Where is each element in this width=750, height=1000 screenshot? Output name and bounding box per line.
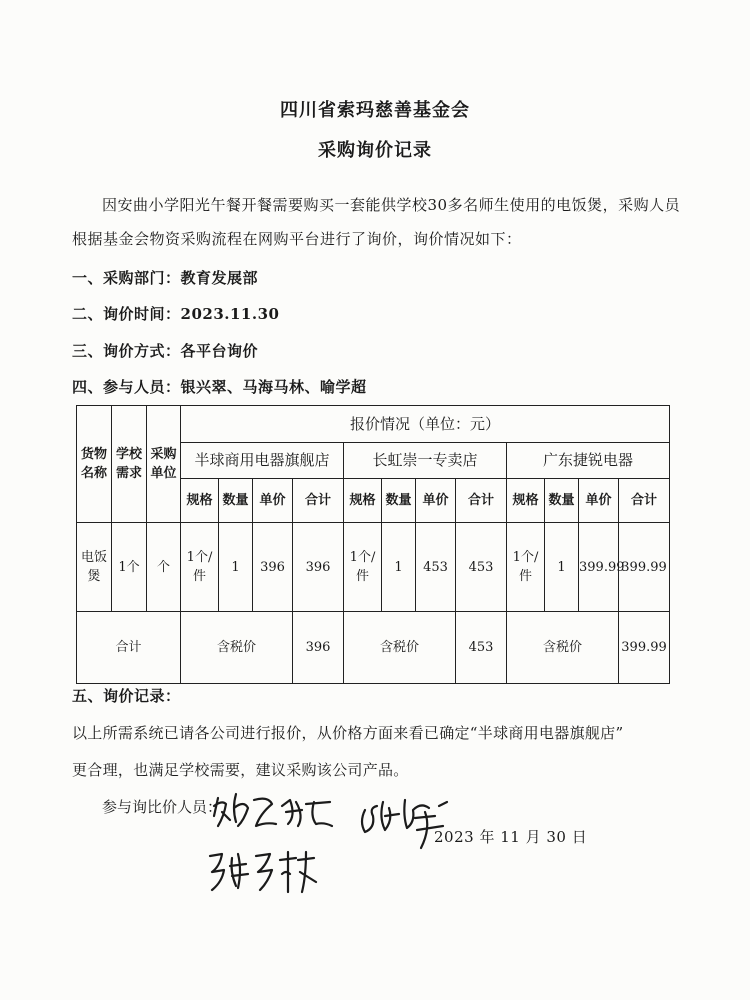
cell-unit: 个 — [147, 523, 181, 612]
tax-total: 453 — [456, 612, 507, 684]
document-title: 采购询价记录 — [318, 140, 432, 161]
sub-header-spec: 规格 — [344, 479, 382, 523]
item-value: 教育发展部 — [180, 269, 259, 287]
vendor-name: 半球商用电器旗舰店 — [181, 443, 344, 479]
sub-header-price: 单价 — [416, 479, 456, 523]
item-inquiry-time — [72, 303, 279, 324]
tax-label: 含税价 — [344, 612, 456, 684]
intro-paragraph: 因安曲小学阳光午餐开餐需要购买一套能供学校30多名师生使用的电饭煲，采购人员根据基金会物资采购流程在网购平台进行了询价，询价情况如下： — [72, 196, 681, 248]
item-value: 2023.11.30 — [180, 305, 280, 323]
cell-spec: 1个/件 — [344, 523, 382, 612]
sub-header-spec: 规格 — [507, 479, 545, 523]
cell-need: 1个 — [112, 523, 147, 612]
tax-total: 399.99 — [619, 612, 670, 684]
item-label: 一、采购部门： — [72, 269, 181, 287]
sub-header-qty: 数量 — [219, 479, 253, 523]
item-label: 三、询价方式： — [72, 342, 181, 360]
cell-qty: 1 — [382, 523, 416, 612]
quotation-table — [76, 405, 670, 684]
tax-total: 396 — [293, 612, 344, 684]
sub-header-price: 单价 — [253, 479, 293, 523]
sub-header-total: 合计 — [619, 479, 670, 523]
sub-header-qty: 数量 — [545, 479, 579, 523]
organization-title: 四川省索玛慈善基金会 — [280, 100, 470, 121]
signature-label: 参与询比价人员： — [102, 798, 223, 816]
cell-total: 396 — [293, 523, 344, 612]
total-label: 合计 — [77, 612, 181, 684]
record-line-2: 更合理，也满足学校需要，建议采购该公司产品。 — [72, 761, 409, 779]
sub-header-total: 合计 — [456, 479, 507, 523]
item-inquiry-method — [72, 340, 258, 361]
cell-goods: 电饭煲 — [77, 523, 112, 612]
vendor-name: 广东捷锐电器 — [507, 443, 670, 479]
cell-spec: 1个/件 — [507, 523, 545, 612]
vendor-name: 长虹崇一专卖店 — [344, 443, 507, 479]
quote-header: 报价情况（单位：元） — [181, 406, 670, 443]
item-participants — [72, 376, 367, 397]
cell-spec: 1个/件 — [181, 523, 219, 612]
sub-header-total: 合计 — [293, 479, 344, 523]
cell-qty: 1 — [545, 523, 579, 612]
signature-1 — [210, 786, 340, 836]
record-line-1: 以上所需系统已请各公司进行报价，从价格方面来看已确定“半球商用电器旗舰店” — [72, 724, 624, 742]
header-goods: 货物名称 — [77, 406, 112, 523]
cell-price: 453 — [416, 523, 456, 612]
tax-label: 含税价 — [507, 612, 619, 684]
cell-price: 396 — [253, 523, 293, 612]
cell-price: 399.99 — [579, 523, 619, 612]
total-row — [77, 612, 670, 684]
item-label: 二、询价时间： — [72, 305, 181, 323]
cell-total: 399.99 — [619, 523, 670, 612]
item-value: 银兴翠、马海马林、喻学超 — [180, 378, 367, 396]
header-need: 学校需求 — [112, 406, 147, 523]
sub-header-price: 单价 — [579, 479, 619, 523]
item-department — [72, 267, 258, 288]
sub-header-qty: 数量 — [382, 479, 416, 523]
cell-qty: 1 — [219, 523, 253, 612]
tax-label: 含税价 — [181, 612, 293, 684]
sub-header-spec: 规格 — [181, 479, 219, 523]
record-heading: 五、询价记录： — [72, 687, 181, 705]
item-value: 各平台询价 — [180, 342, 259, 360]
signature-date: 2023 年 11 月 30 日 — [434, 828, 588, 846]
item-label: 四、参与人员： — [72, 378, 181, 396]
signature-3 — [202, 846, 322, 898]
cell-total: 453 — [456, 523, 507, 612]
header-unit: 采购单位 — [147, 406, 181, 523]
table-row — [77, 523, 670, 612]
